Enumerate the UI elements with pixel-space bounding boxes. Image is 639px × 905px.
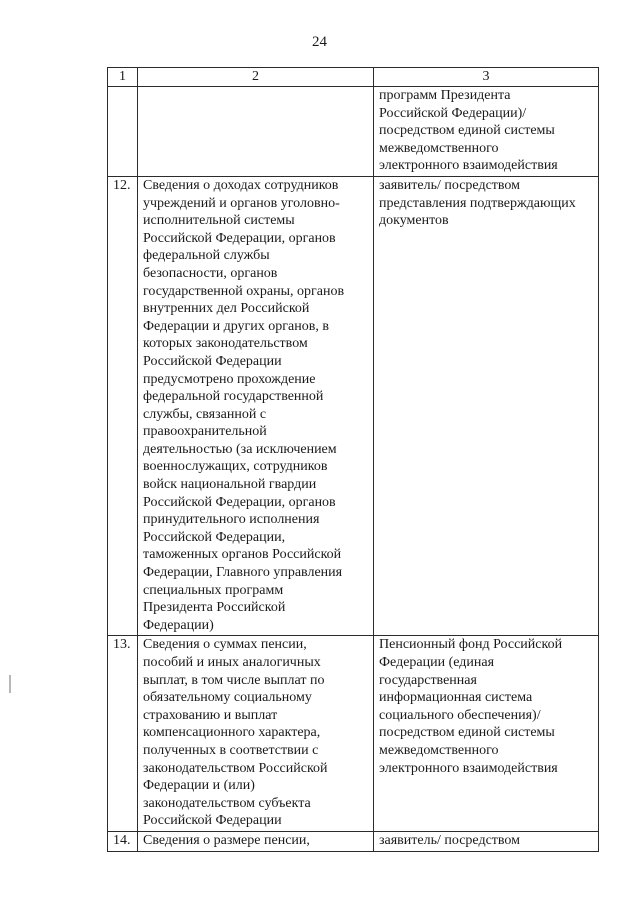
table-row <box>108 87 599 177</box>
page-number: 24 <box>312 34 327 50</box>
column-header-1: 1 <box>108 68 138 87</box>
row-description <box>138 636 374 832</box>
row-number <box>108 831 138 851</box>
row-number-text: 12. <box>113 177 131 193</box>
table-header-row <box>108 68 599 87</box>
table-row <box>108 636 599 832</box>
row-source-text: заявитель/ посредством представления подтверждающих документов <box>379 177 576 229</box>
row-description <box>138 831 374 851</box>
row-description-text: Сведения о размере пенсии, <box>143 832 310 848</box>
row-source-text: программ Президента Российской Федерации)/ посредством единой системы межведомственного электронного взаимодействия <box>379 88 558 174</box>
row-number <box>108 176 138 635</box>
row-source-text: Пенсионный фонд Российской Федерации (единая государственная информационная система социального обеспечения)/ посредством единой системы межведомственного электронного взаимодействия <box>379 637 563 776</box>
row-source-text: заявитель/ посредством <box>379 832 521 848</box>
row-number-text: 13. <box>113 637 131 653</box>
row-source <box>374 87 599 177</box>
data-table <box>107 67 599 852</box>
column-header-2: 2 <box>138 68 374 87</box>
row-source <box>374 831 599 851</box>
row-number <box>108 87 138 177</box>
scan-artifact <box>9 675 11 693</box>
row-description-text: Сведения о доходах сотрудников учреждений и органов уголовно- исполнительной системы Российской Федерации, органов федеральной службы безопасности, органов государственной охраны, органов внутренних дел Российской Федерации и других органов, в которых законодательством Российской Федерации предусмотрено прохождение федеральной государственной службы, связанной с правоохранительной деятельностью (за исключением военнослужащих, сотрудников войск национальной гвардии Российской Федерации, органов принудительного исполнения Российской Федерации, таможенных органов Российской Федерации, Главного управления специальных программ Президента Российской Федерации) <box>143 177 345 633</box>
row-description <box>138 176 374 635</box>
table-row <box>108 176 599 635</box>
row-number <box>108 636 138 832</box>
row-source <box>374 636 599 832</box>
row-description <box>138 87 374 177</box>
row-description-text: Сведения о суммах пенсии, пособий и иных аналогичных выплат, в том числе выплат по обязательному социальному страхованию и выплат компенсационного характера, полученных в соответствии с законодательством Российской Федерации и (или) законодательством субъекта Российской Федерации <box>143 637 328 829</box>
table-row <box>108 831 599 851</box>
row-number-text: 14. <box>113 832 131 848</box>
column-header-3: 3 <box>374 68 599 87</box>
row-source <box>374 176 599 635</box>
